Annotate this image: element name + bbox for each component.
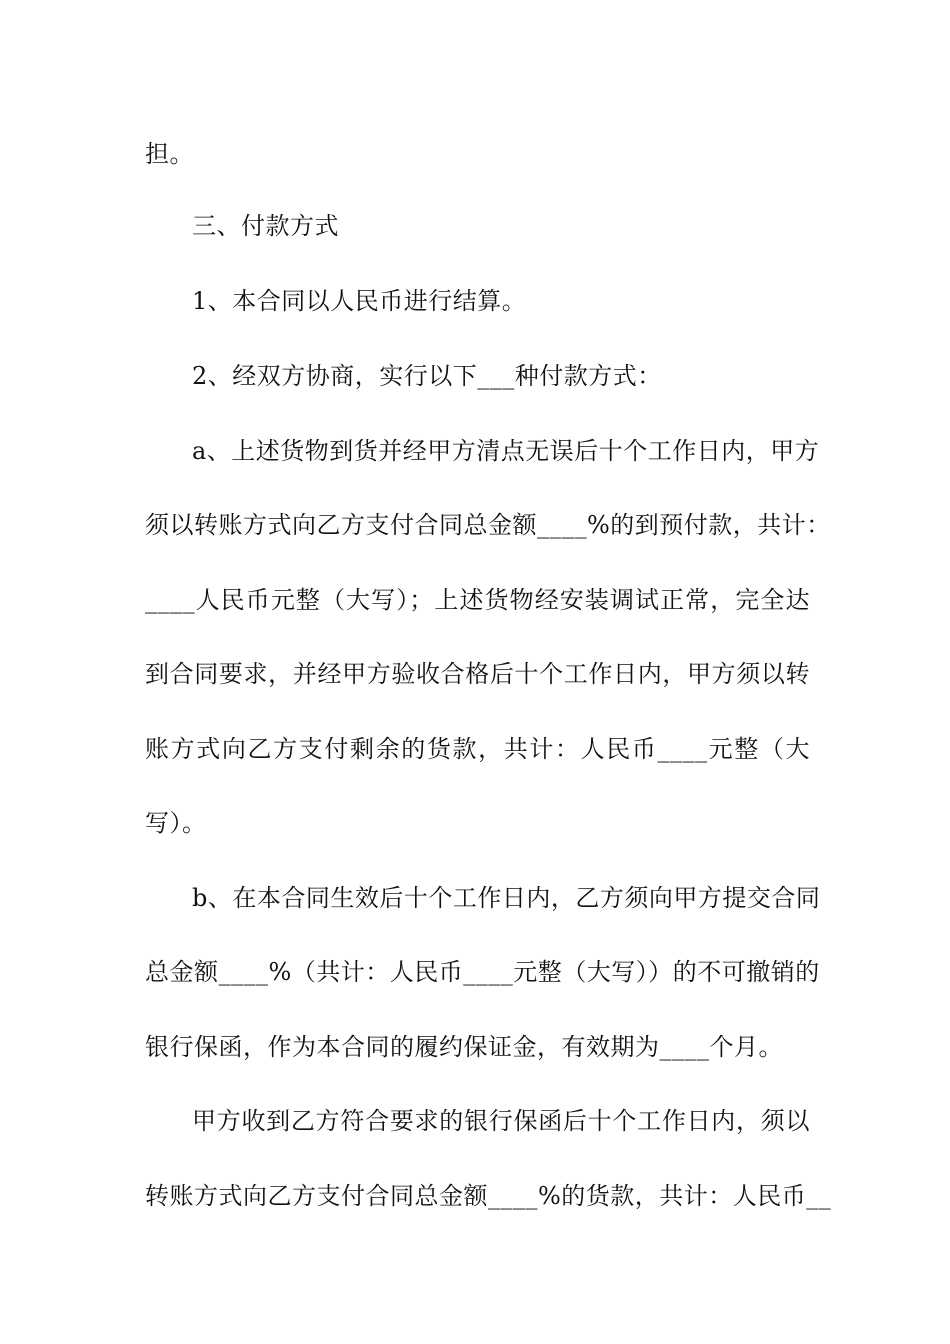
section-heading-payment: 三、付款方式 (192, 212, 339, 240)
text-line-8: 到合同要求，并经甲方验收合格后十个工作日内，甲方须以转 (145, 660, 810, 688)
text-line-12: 总金额____%（共计：人民币____元整（大写））的不可撤销的 (145, 958, 820, 986)
text-line-10: 写）。 (145, 809, 207, 837)
text-line-6: 须以转账方式向乙方支付合同总金额____%的到预付款，共计： (145, 511, 831, 539)
text-line-3: 1、本合同以人民币进行结算。 (192, 287, 527, 315)
text-line-4: 2、经双方协商，实行以下___种付款方式： (192, 362, 662, 390)
text-line-15: 转账方式向乙方支付合同总金额____%的货款，共计：人民币__ (145, 1182, 832, 1210)
text-line-7: ____人民币元整（大写）；上述货物经安装调试正常，完全达 (145, 586, 810, 614)
text-line-11: b、在本合同生效后十个工作日内，乙方须向甲方提交合同 (192, 884, 821, 912)
text-line-9: 账方式向乙方支付剩余的货款，共计：人民币____元整（大 (145, 735, 810, 763)
text-line-1: 担。 (145, 140, 194, 168)
text-line-14: 甲方收到乙方符合要求的银行保函后十个工作日内，须以 (192, 1107, 810, 1135)
text-line-5: a、上述货物到货并经甲方清点无误后十个工作日内，甲方 (192, 437, 820, 465)
text-line-13: 银行保函，作为本合同的履约保证金，有效期为____个月。 (145, 1033, 783, 1061)
